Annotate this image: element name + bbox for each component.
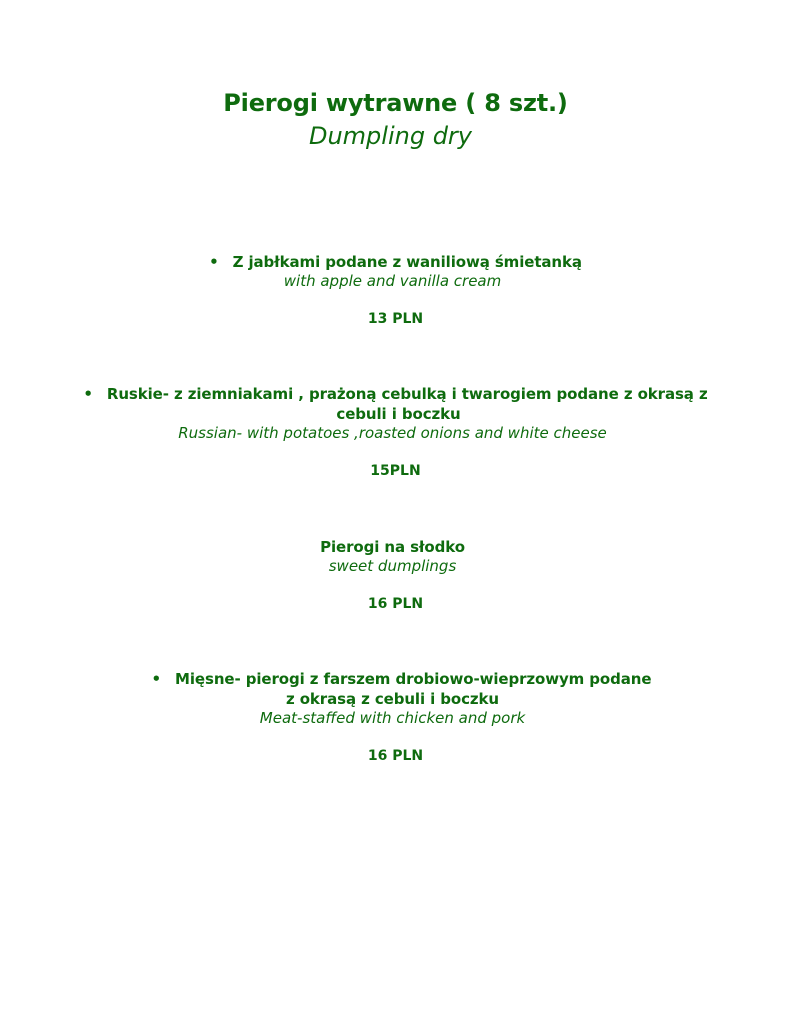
menu-item-name-text-line1: Ruskie- z ziemniakami , prażoną cebulką i twarogiem podane z okrasą z bbox=[106, 385, 708, 403]
menu-item-price: 15PLN bbox=[370, 463, 421, 479]
menu-item-name-polish-line2: z okrasą z cebuli i boczku bbox=[285, 690, 500, 708]
menu-section-header bbox=[0, 86, 791, 152]
menu-item-apple bbox=[0, 252, 791, 328]
menu-item-name-english: with apple and vanilla cream bbox=[283, 272, 502, 290]
menu-item-name-english: Meat-staffed with chicken and pork bbox=[259, 709, 526, 727]
bullet-icon: • bbox=[209, 253, 219, 271]
bullet-icon: • bbox=[83, 385, 93, 403]
menu-item-name-text-line1: Mięsne- pierogi z farszem drobiowo-wieprzowym podane bbox=[175, 670, 652, 688]
menu-item-name-english: Russian- with potatoes ,roasted onions and white cheese bbox=[178, 424, 607, 442]
menu-item-name-text: Z jabłkami podane z waniliową śmietanką bbox=[232, 253, 582, 271]
menu-item-name-polish bbox=[12, 669, 791, 689]
menu-item-price: 16 PLN bbox=[367, 596, 424, 612]
menu-item-meat bbox=[0, 669, 791, 765]
menu-item-ruskie bbox=[0, 384, 791, 480]
menu-item-name-polish bbox=[0, 252, 791, 272]
section-title-english: Dumpling dry bbox=[308, 122, 473, 150]
menu-item-name-polish-line2: cebuli i boczku bbox=[336, 405, 461, 423]
bullet-icon: • bbox=[151, 670, 162, 688]
menu-item-name-polish: Pierogi na słodko bbox=[320, 538, 465, 556]
menu-item-price: 16 PLN bbox=[367, 748, 424, 764]
menu-item-name-english: sweet dumplings bbox=[328, 557, 457, 575]
menu-item-sweet bbox=[0, 537, 791, 613]
menu-item-name-polish bbox=[0, 384, 791, 404]
section-title-polish: Pierogi wytrawne ( 8 szt.) bbox=[223, 89, 568, 117]
menu-item-price: 13 PLN bbox=[367, 311, 424, 327]
